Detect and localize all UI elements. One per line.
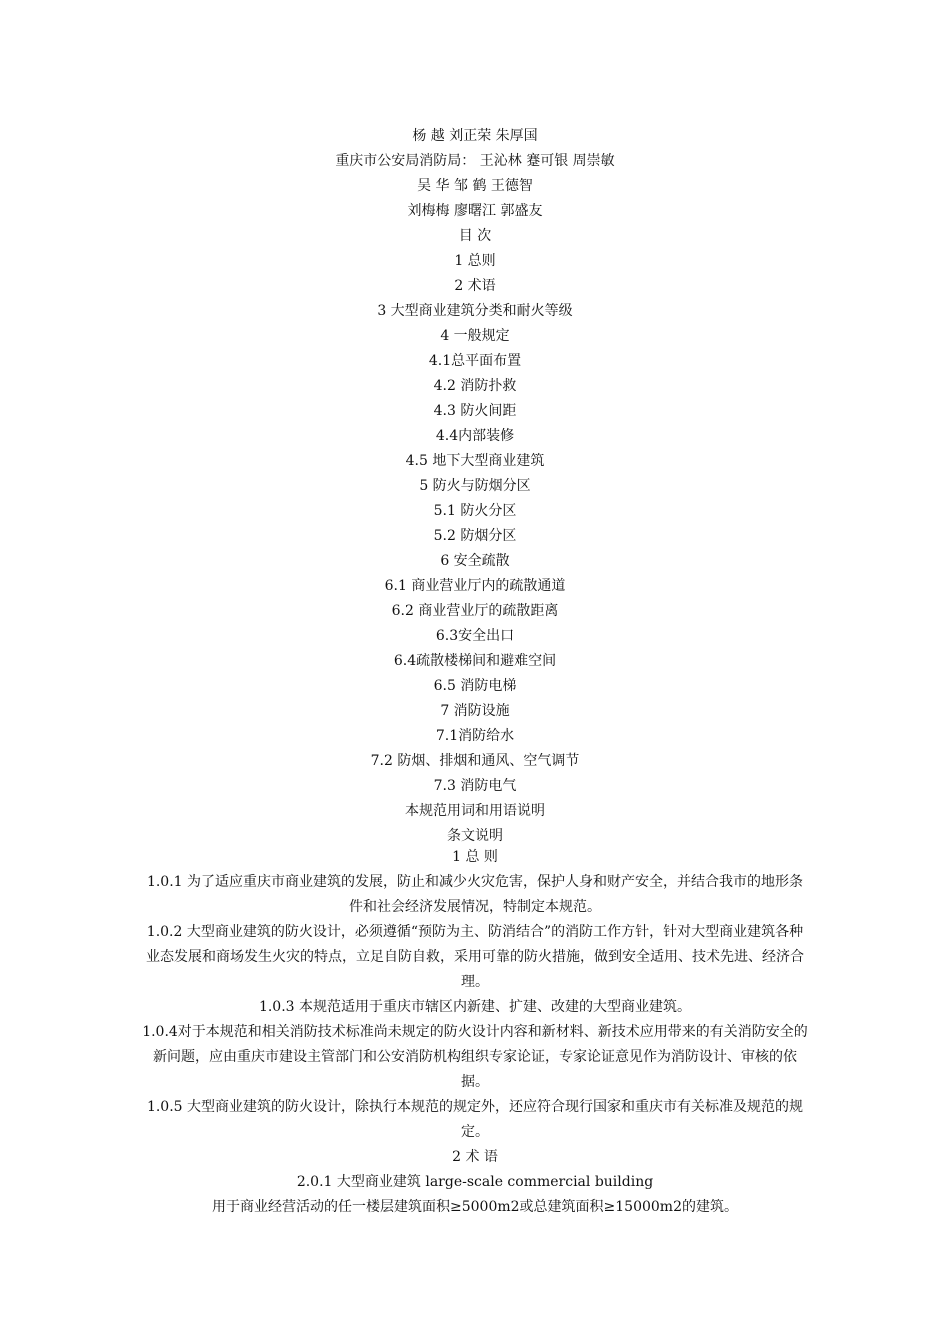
toc-title: 目 次 xyxy=(458,228,492,244)
toc-item: 2 术语 xyxy=(454,278,496,294)
clause-2-0-1-text: 用于商业经营活动的任一楼层建筑面积≥5000m2或总建筑面积≥15000m2的建筑。 xyxy=(212,1199,738,1215)
toc-item: 6.2 商业营业厅的疏散距离 xyxy=(391,603,559,619)
drafters-line-4: 刘梅梅 廖曙江 郭盛友 xyxy=(407,203,543,219)
toc-item: 7 消防设施 xyxy=(440,703,510,719)
section-heading: 1 总 则 xyxy=(452,849,498,865)
toc-item: 6.3安全出口 xyxy=(435,628,515,644)
toc-item: 5.1 防火分区 xyxy=(433,503,517,519)
toc-item: 5.2 防烟分区 xyxy=(433,528,517,544)
toc-item: 6.4疏散楼梯间和避难空间 xyxy=(393,653,557,669)
toc-item: 4 一般规定 xyxy=(440,328,510,344)
clause-2-0-1-title: 2.0.1 大型商业建筑 large-scale commercial building xyxy=(296,1174,654,1190)
table-of-contents xyxy=(140,224,810,849)
drafters-line-1: 杨 越 刘正荣 朱厚国 xyxy=(412,128,538,144)
drafters-list xyxy=(140,124,810,224)
toc-item: 3 大型商业建筑分类和耐火等级 xyxy=(377,303,573,319)
drafters-line-3: 吴 华 邹 鹤 王德智 xyxy=(417,178,533,194)
toc-item: 7.2 防烟、排烟和通风、空气调节 xyxy=(370,753,580,769)
clause-1-0-5: 1.0.5 大型商业建筑的防火设计，除执行本规范的规定外，还应符合现行国家和重庆市有关标准及规范的规定。 xyxy=(146,1099,804,1140)
toc-item: 7.1消防给水 xyxy=(435,728,515,744)
clause-1-0-2: 1.0.2 大型商业建筑的防火设计，必须遵循“预防为主、防消结合”的消防工作方针，针对大型商业建筑各种业态发展和商场发生火灾的特点，立足自防自救，采用可靠的防火措施，做到安全适用、技术先进、经济合理。 xyxy=(146,924,804,990)
section-heading: 2 术 语 xyxy=(452,1149,498,1165)
toc-item: 本规范用词和用语说明 xyxy=(405,803,545,819)
drafters-line-2: 重庆市公安局消防局： 王沁林 蹇可银 周崇敏 xyxy=(335,153,615,169)
toc-item: 4.4内部装修 xyxy=(435,428,515,444)
toc-item: 4.3 防火间距 xyxy=(433,403,517,419)
document-body xyxy=(140,845,810,1220)
toc-item: 1 总则 xyxy=(454,253,496,269)
clause-1-0-3: 1.0.3 本规范适用于重庆市辖区内新建、扩建、改建的大型商业建筑。 xyxy=(258,999,692,1015)
clause-1-0-4: 1.0.4对于本规范和相关消防技术标准尚未规定的防火设计内容和新材料、新技术应用带来的有关消防安全的新问题，应由重庆市建设主管部门和公安消防机构组织专家论证，专家论证意见作为消防设计、审核的依据。 xyxy=(142,1024,808,1090)
toc-item: 6 安全疏散 xyxy=(440,553,510,569)
toc-item: 6.1 商业营业厅内的疏散通道 xyxy=(384,578,566,594)
toc-item: 4.5 地下大型商业建筑 xyxy=(405,453,545,469)
toc-item: 6.5 消防电梯 xyxy=(433,678,517,694)
toc-item: 4.1总平面布置 xyxy=(428,353,522,369)
toc-item: 7.3 消防电气 xyxy=(433,778,517,794)
toc-item: 条文说明 xyxy=(447,828,503,844)
clause-1-0-1: 1.0.1 为了适应重庆市商业建筑的发展，防止和减少火灾危害，保护人身和财产安全，并结合我市的地形条件和社会经济发展情况，特制定本规范。 xyxy=(146,874,804,915)
toc-item: 5 防火与防烟分区 xyxy=(419,478,531,494)
toc-item: 4.2 消防扑救 xyxy=(433,378,517,394)
